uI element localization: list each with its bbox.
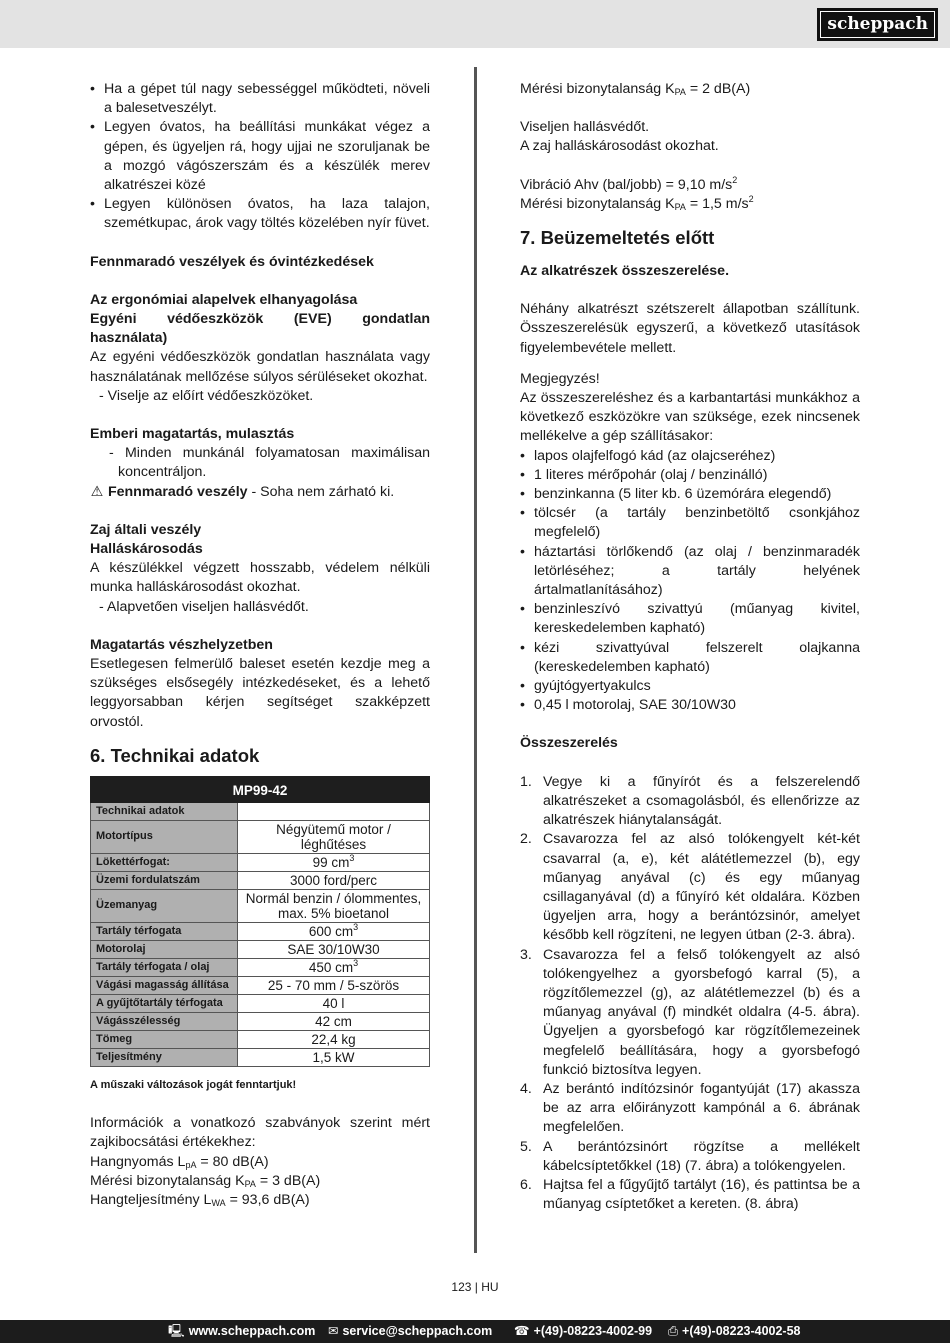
sound-pressure-value: Hangnyomás $L_{pA} = 80$ dB(A) <box>90 1153 269 1170</box>
brand-logo: scheppach <box>817 8 938 41</box>
measurement-uncertainty-value: Mérési bizonytalanság $K_{PA} = 3$ dB(A) <box>90 1172 321 1189</box>
table-row: Tartály térfogata 600 $cm^3$ <box>91 922 430 940</box>
ergonomics-heading: Az ergonómiai alapelvek elhanyagolása <box>90 291 358 308</box>
footer-fax: ⎙ +(49)-08223-4002-58 <box>668 1324 801 1338</box>
table-row: Teljesítmény 1,5 kW <box>91 1048 430 1066</box>
parts-assembly-text: Néhány alkatrészt szétszerelt állapotban szállítunk. Összeszerelésük egyszerű, a következő utasítások figyelembevétele mellett. <box>520 301 860 356</box>
list-item: • gyújtógyertyakulcs <box>520 677 860 696</box>
residual-risk-label: Fennmaradó veszély <box>107 483 248 500</box>
phone-icon: ☎ <box>514 1324 530 1338</box>
table-row: Üzemanyag Normál benzin / ólommentes, max. 5% bioetanol <box>91 889 430 922</box>
table-row: Tömeg 22,4 kg <box>91 1030 430 1048</box>
assembly-heading: Összeszerelés <box>520 735 618 752</box>
footer-website[interactable]: 🖳 www.scheppach.com <box>168 1324 316 1338</box>
table-note: A műszaki változások jogát fenntartjuk! <box>90 1078 297 1091</box>
residual-risk-line <box>90 483 430 502</box>
list-item: 4. Az berántó indítózsinór fogantyúját (17) akassza be az arra előirányzott kampónál a 6. ábrának megfelelően. <box>520 1080 860 1136</box>
human-behaviour-heading: Emberi magatartás, mulasztás <box>90 426 295 443</box>
assembly-steps <box>520 773 860 1215</box>
footer-phone: ☎ +(49)-08223-4002-99 <box>514 1324 653 1338</box>
emergency-heading: Magatartás vészhelyzetben <box>90 636 273 653</box>
table-row: A gyűjtőtartály térfogata 40 l <box>91 994 430 1012</box>
fax-icon: ⎙ <box>668 1324 679 1338</box>
table-row: Üzemi fordulatszám 3000 ford/perc <box>91 871 430 889</box>
table-row: Vágásszélesség 42 cm <box>91 1012 430 1030</box>
left-column <box>90 80 430 1210</box>
list-item: • tölcsér (a tartály benzinbetöltő csonkjához megfelelő) <box>520 504 860 542</box>
table-model-header: MP99-42 <box>91 776 430 802</box>
table-row: Motorolaj SAE 30/10W30 <box>91 940 430 958</box>
column-divider <box>474 67 477 1253</box>
list-item: • 1 literes mérőpohár (olaj / benzinálló) <box>520 466 860 485</box>
list-item: • 0,45 l motorolaj, SAE 30/10W30 <box>520 696 860 715</box>
section-6-title: 6. Technikai adatok <box>90 744 260 766</box>
note-label: Megjegyzés! <box>520 370 600 387</box>
list-item: • kézi szivattyúval felszerelt olajkanna (kereskedelemben kapható) <box>520 639 860 677</box>
emergency-text: Esetlegesen felmerülő baleset esetén kezdje meg a szükséges elsősegély intézkedéseket, és a lehető leggyorsabban kérjen segítséget szakképzett orvostól. <box>90 656 430 730</box>
technical-data-table <box>90 776 430 1067</box>
section-7-title: 7. Beüzemeltetés előtt <box>520 227 715 249</box>
table-row: Lökettérfogat: 99 $cm^3$ <box>91 853 430 871</box>
parts-assembly-heading: Az alkatrészek összeszerelése. <box>520 263 730 280</box>
table-row: Tartály térfogata / olaj 450 $cm^3$ <box>91 958 430 976</box>
measurement-uncertainty-value: Mérési bizonytalanság $K_{PA} = 2$ dB(A) <box>520 81 751 97</box>
tools-list <box>520 447 860 716</box>
list-item: • lapos olajfelfogó kád (az olajcseréhez) <box>520 447 860 466</box>
noise-hazard-heading: Zaj általi veszély <box>90 521 202 538</box>
list-item: • Ha a gépet túl nagy sebességgel működteti, növeli a balesetveszélyt. <box>90 80 430 118</box>
list-item: • Legyen különösen óvatos, ha laza talajon, szemétkupac, árok vagy töltés közelében nyír füvet. <box>90 195 430 233</box>
table-subheader: Technikai adatok <box>91 802 238 820</box>
human-behaviour-instruction: - Minden munkánál folyamatosan maximálisan koncentráljon. <box>109 445 430 481</box>
table-row: Vágási magasság állítása 25 - 70 mm / 5-szörös <box>91 976 430 994</box>
hearing-damage-text: A készülékkel végzett hosszabb, védelem nélküli munka halláskárosodást okozhat. <box>90 560 430 596</box>
wear-hearing-protection: Viseljen hallásvédőt. <box>520 119 650 136</box>
residual-risks-heading: Fennmaradó veszélyek és óvintézkedések <box>90 253 374 270</box>
residual-risk-text: - Soha nem zárható ki. <box>247 483 395 500</box>
header-bar <box>0 0 950 48</box>
list-item: 3. Csavarozza fel a felső tolókengyelt az alsó tolókengyelhez a gyorsbefogó karral (5), a rögzítőlemezzel (g), az alátétlemezzel (b) és a műanyag anyával (f) mindkét oldalra (4-5. ábra). Ügyeljen a gyorsbefogó kar rögzítőlemezeinek megfelelő beállítására, hogy a gyorsbefogó funkció biztosítva legyen. <box>520 946 860 1078</box>
note-text: Az összeszereléshez és a karbantartási munkákhoz a következő eszközökre van szüksége, ezek nincsenek mellékelve a gép szállításakor: <box>520 390 860 445</box>
list-item: • háztartási törlőkendő (az olaj / benzinmaradék letörléséhez; a tartály helyének ártalmatlanításához) <box>520 543 860 601</box>
table-row: Motortípus Négyütemű motor / léghűtéses <box>91 820 430 853</box>
hearing-instruction: - Alapvetően viseljen hallásvédőt. <box>99 598 309 615</box>
vibration-value: Vibráció Ahv (bal/jobb) = 9,10 $m/s^2$ <box>520 174 738 193</box>
right-column <box>520 80 860 1214</box>
warning-triangle-icon: ⚠ <box>90 483 104 500</box>
footer-bar <box>0 1320 950 1343</box>
ppe-text: Az egyéni védőeszközök gondatlan használata vagy használatának mellőzése súlyos sérüléseket okozhat. <box>90 349 430 385</box>
page-number: 123 | HU <box>451 1280 499 1294</box>
ppe-heading: Egyéni védőeszközök (EVE) gondatlan használata) <box>90 311 430 347</box>
envelope-icon: ✉ <box>328 1324 339 1338</box>
list-item: • Legyen óvatos, ha beállítási munkákat végez a gépen, és ügyeljen rá, hogy ujjai ne szoruljanak be a mozgó vágószerszám és a készülék merev alkatrészei közé <box>90 118 430 195</box>
noise-damage-warning: A zaj halláskárosodást okozhat. <box>520 138 719 155</box>
list-item: 1. Vegye ki a fűnyírót és a felszerelendő alkatrészeket a csomagolásból, és ellenőrizze az alkatrészek hiánytalanságát. <box>520 773 860 829</box>
list-item: 6. Hajtsa fel a fűgyűjtő tartályt (16), és pattintsa be a műanyag csíptetőket a kereten. (8. ábra) <box>520 1176 860 1213</box>
sound-power-value: Hangteljesítmény $L_{WA} = 93,6$ dB(A) <box>90 1191 310 1208</box>
list-item: 5. A berántózsinórt rögzítse a mellékelt kábelcsíptetőkkel (18) (7. ábra) a tolókengyelen. <box>520 1138 860 1174</box>
noise-info-text: Információk a vonatkozó szabványok szerint mért zajkibocsátási értékekhez: <box>90 1115 430 1151</box>
ppe-instruction: - Viselje az előírt védőeszközöket. <box>99 387 314 404</box>
monitor-icon: 🖳 <box>168 1324 185 1338</box>
safety-bullet-list <box>90 80 430 234</box>
footer-email[interactable]: ✉ service@scheppach.com <box>328 1324 493 1338</box>
vibration-uncertainty-value: Mérési bizonytalanság $K_{PA} = 1,5$ $m/s^2$ <box>520 193 754 212</box>
list-item: 2. Csavarozza fel az alsó tolókengyelt két-két csavarral (a, e), két alátétlemezzel (b), egy műanyag anyával (c) és egy műanyag csillaganyával (d) a fűnyíró két oldalára. Közben ügyeljen arra, hogy a berántózsinór, amelyet később kell rögzíteni, ne legyen útban (2-3. ábra). <box>520 831 860 944</box>
list-item: • benzinleszívó szivattyú (műanyag kivitel, kereskedelemben kapható) <box>520 600 860 638</box>
list-item: • benzinkanna (5 liter kb. 6 üzemórára elegendő) <box>520 485 860 504</box>
hearing-damage-heading: Halláskárosodás <box>90 541 203 558</box>
